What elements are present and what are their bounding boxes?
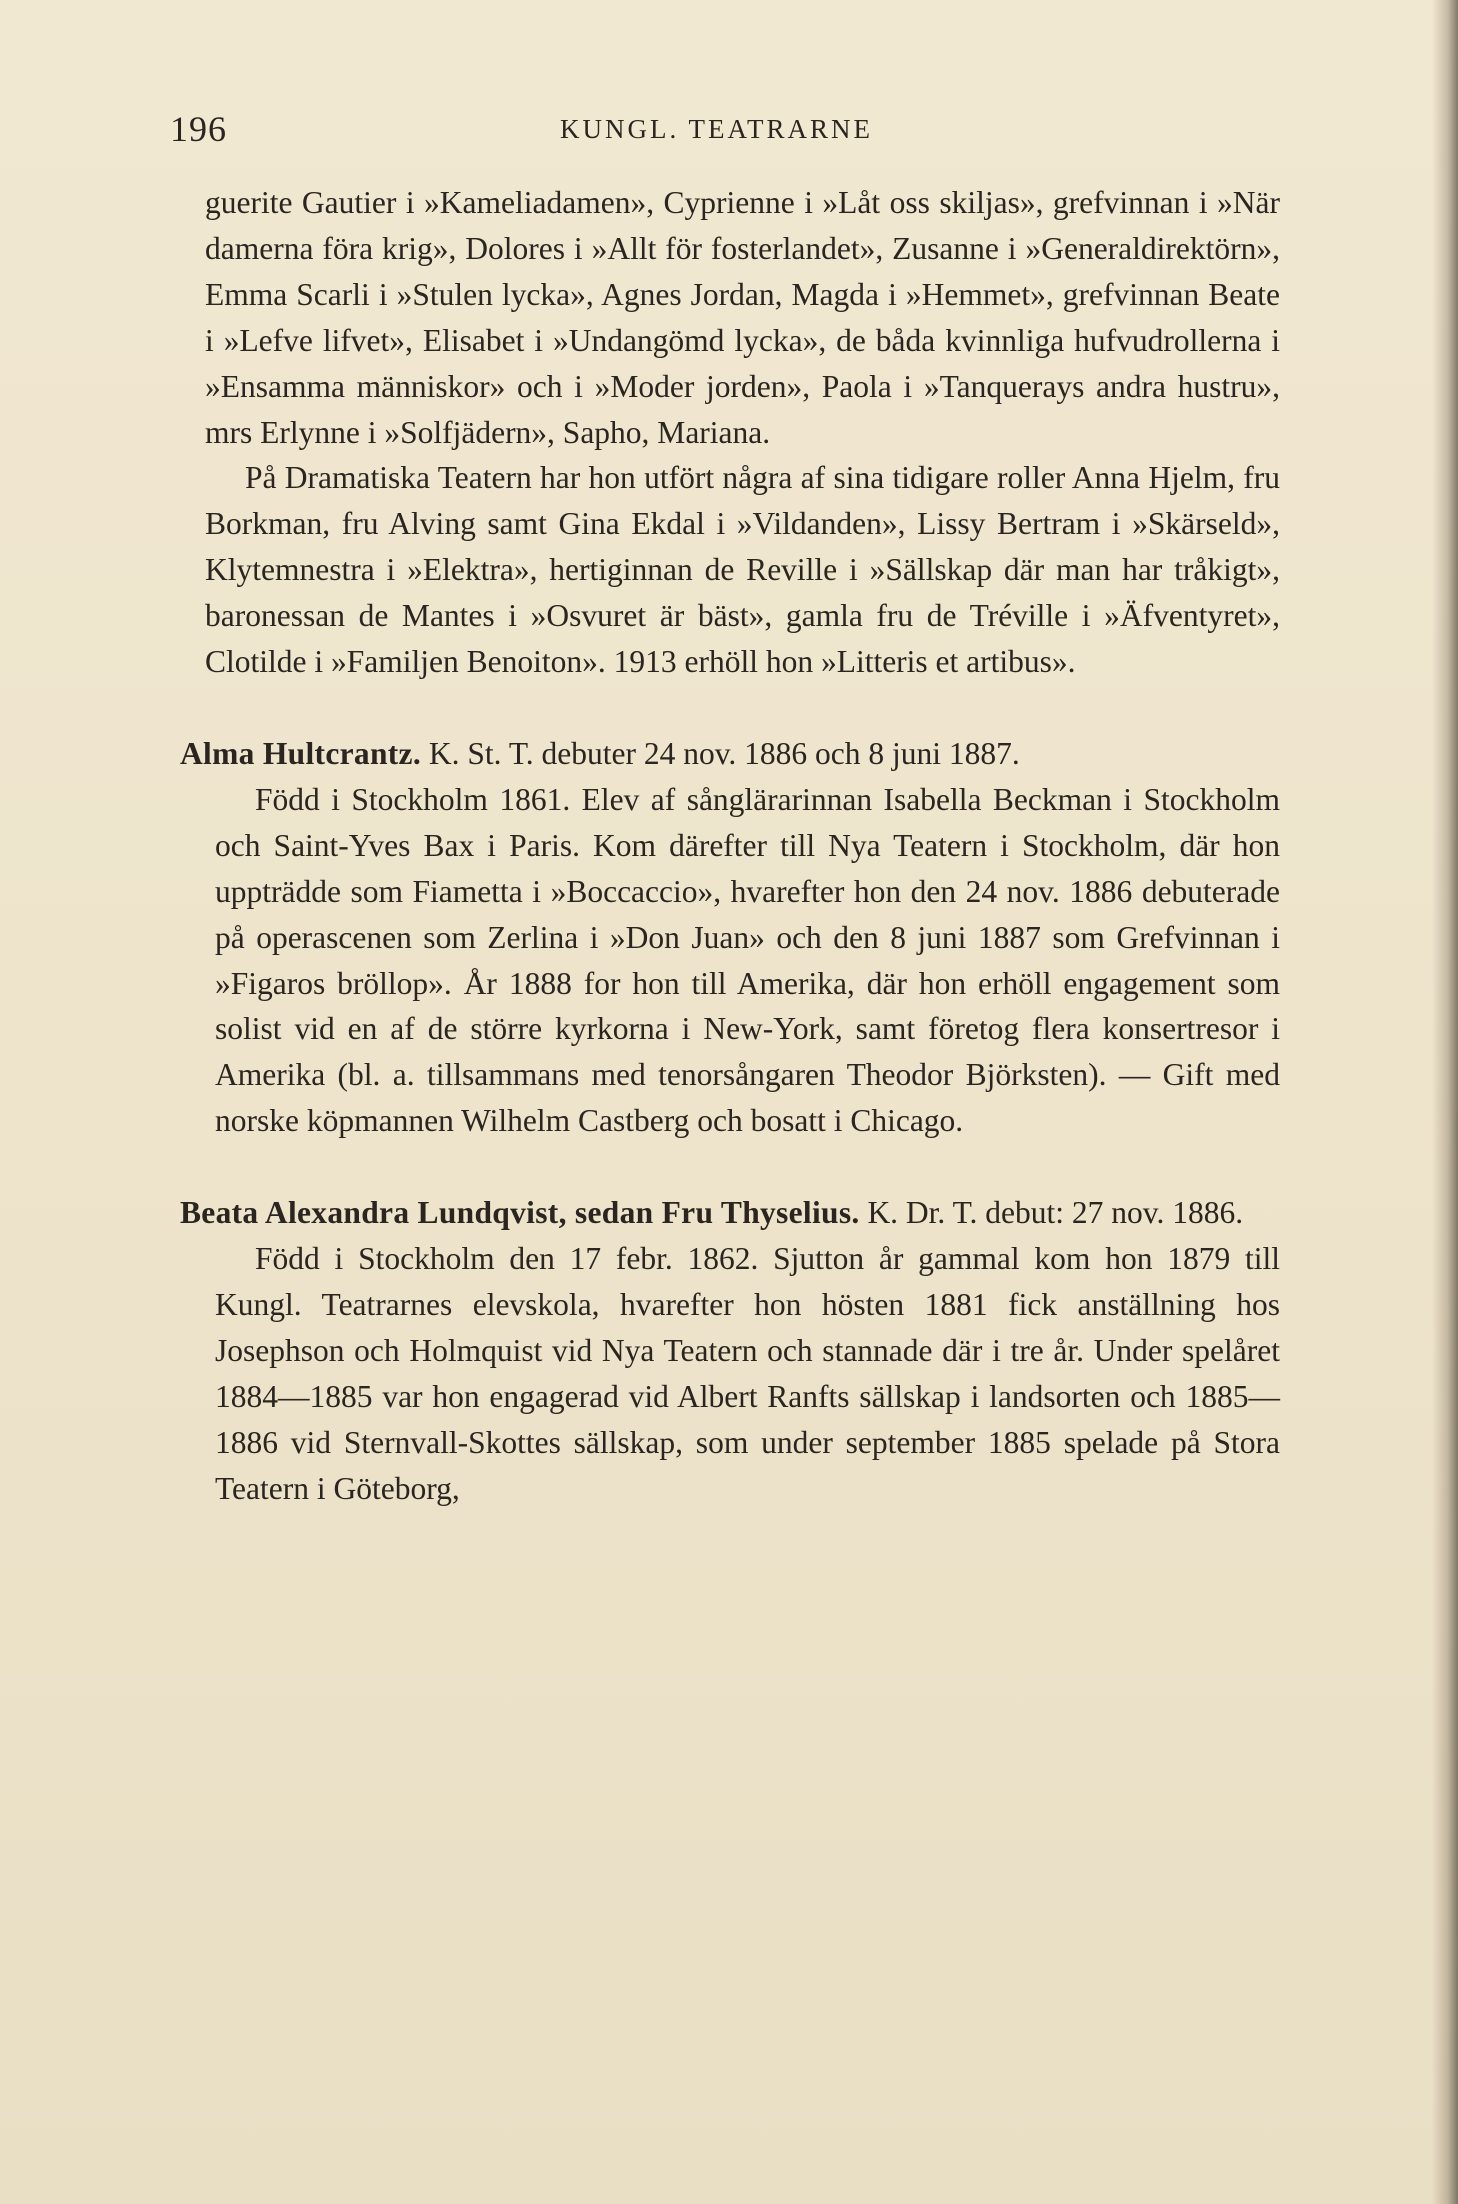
entry-name: Alma Hultcrantz. — [180, 735, 422, 771]
entry-body-lundqvist: Född i Stockholm den 17 febr. 1862. Sjutton år gammal kom hon 1879 till Kungl. Teatrarnes elevskola, hvarefter hon hösten 1881 fick anställning hos Josephson och Holmquist vid Nya Teatern och stannade där i tre år. Under spelåret 1884—1885 var hon engagerad vid Albert Ranfts sällskap i landsorten och 1885—1886 vid Sternvall-Skottes sällskap, som under september 1885 spelade på Stora Teatern i Göteborg, — [215, 1241, 1280, 1506]
dramatic-theatre-paragraph: På Dramatiska Teatern har hon utfört några af sina tidigare roller Anna Hjelm, fru Borkman, fru Alving samt Gina Ekdal i »Vildanden», Lissy Bertram i »Skärseld», Klytemnestra i »Elektra», hertiginnan de Reville i »Sällskap där man har tråkigt», baronessan de Mantes i »Osvuret är bäst», gamla fru de Tréville i »Äfventyret», Clotilde i »Familjen Benoiton». 1913 erhöll hon »Litteris et artibus». — [205, 460, 1280, 680]
entry-heading-lundqvist — [180, 1190, 1280, 1236]
page-number: 196 — [170, 109, 227, 149]
page-header — [170, 108, 1280, 158]
entry-body-hultcrantz: Född i Stockholm 1861. Elev af sånglärarinnan Isabella Beckman i Stockholm och Saint-Yves Bax i Paris. Kom därefter till Nya Teatern i Stockholm, där hon uppträdde som Fiametta i »Boccaccio», hvarefter hon den 24 nov. 1886 debuterade på operascenen som Zerlina i »Don Juan» och den 8 juni 1887 som Grefvinnan i »Figaros bröllop». År 1888 for hon till Amerika, där hon erhöll engagement som solist vid en af de större kyrkorna i New-York, samt företog flera konsertresor i Amerika (bl. a. tillsammans med tenorsångaren Theodor Björksten). — Gift med norske köpmannen Wilhelm Castberg och bosatt i Chicago. — [215, 781, 1280, 1139]
entry-heading-hultcrantz — [180, 731, 1280, 777]
running-head: KUNGL. TEATRARNE — [560, 114, 873, 144]
entry-name: Beata Alexandra Lundqvist, sedan Fru Thyselius. — [180, 1195, 860, 1231]
page-edge-shadow — [1432, 0, 1458, 2204]
body-text — [180, 180, 1280, 1511]
entry-debut: K. Dr. T. debut: 27 nov. 1886. — [867, 1195, 1244, 1231]
entry-debut: K. St. T. debuter 24 nov. 1886 och 8 juni 1887. — [428, 735, 1020, 771]
roles-paragraph: guerite Gautier i »Kameliadamen», Cyprienne i »Låt oss skiljas», grefvinnan i »När damerna föra krig», Dolores i »Allt för fosterlandet», Zusanne i »Generaldirektörn», Emma Scarli i »Stulen lycka», Agnes Jordan, Magda i »Hemmet», grefvinnan Beate i »Lefve lifvet», Elisabet i »Undangömd lycka», de båda kvinnliga hufvudrollerna i »Ensamma människor» och i »Moder jorden», Paola i »Tanquerays andra hustru», mrs Erlynne i »Solfjädern», Sapho, Mariana. — [205, 185, 1280, 450]
